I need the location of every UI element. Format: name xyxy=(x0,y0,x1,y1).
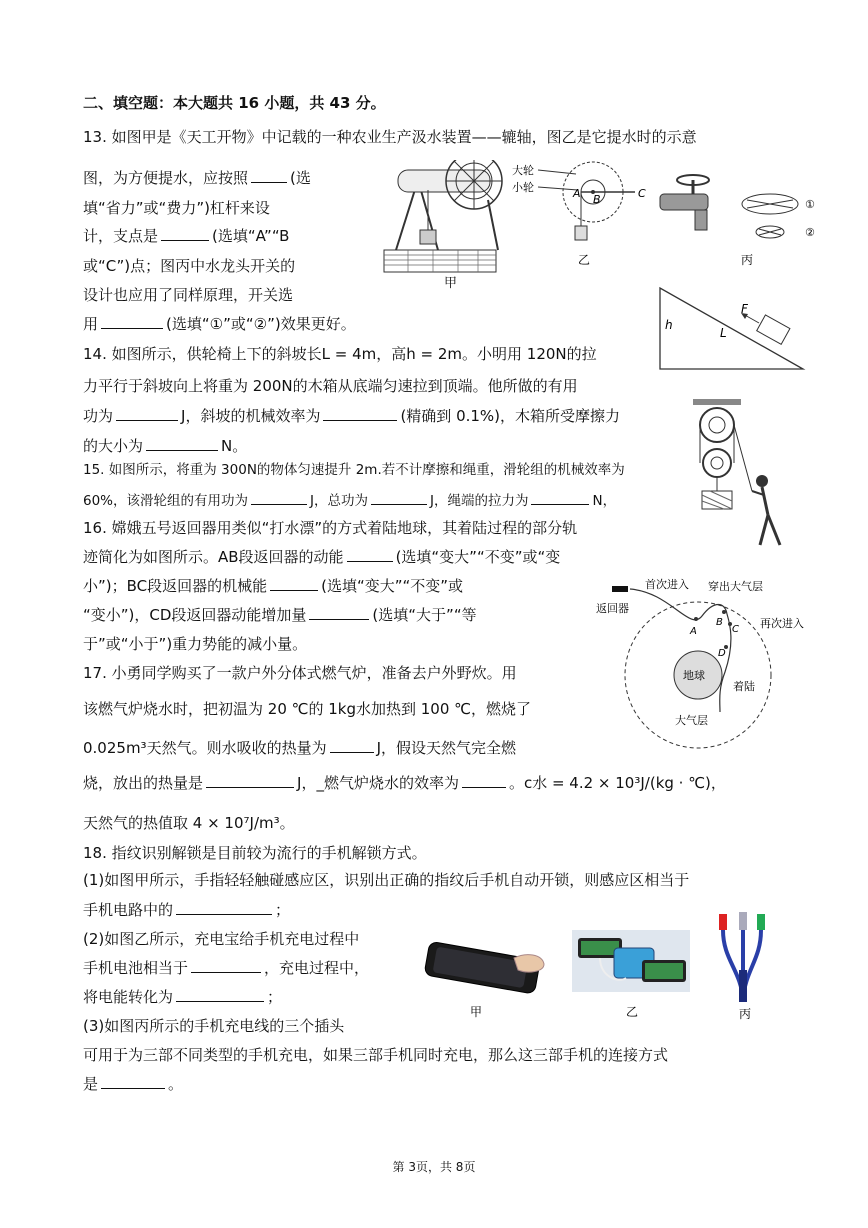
answer-blank[interactable] xyxy=(270,576,318,591)
q15-line2 xyxy=(83,490,616,511)
q13-line4 xyxy=(83,226,289,246)
answer-blank[interactable] xyxy=(191,958,261,973)
q18-text: 是 xyxy=(83,1075,99,1093)
reentry-figure xyxy=(590,572,812,752)
answer-blank[interactable] xyxy=(176,900,272,915)
big-wheel-label: 大轮 xyxy=(512,164,534,177)
q13-line7 xyxy=(83,314,356,334)
q14-line1: 14. 如图所示，供轮椅上下的斜坡长L = 4m，高h = 2m。小明用 120N的拉 xyxy=(83,345,597,363)
q16-text: “变小”)，CD段返回器动能增加量 xyxy=(83,606,307,624)
q13-text: 计，支点是 xyxy=(83,227,159,245)
q14-text: J，斜坡的机械效率为 xyxy=(181,407,321,425)
q18-line5 xyxy=(83,958,369,978)
fig-label-yi: 乙 xyxy=(578,253,591,267)
q13-text: (选填“①”或“②”)效果更好。 xyxy=(166,315,356,333)
answer-blank[interactable] xyxy=(251,168,287,183)
phone-fingerprint-figure xyxy=(418,928,548,1023)
q18-line8: 可用于为三部不同类型的手机充电，如果三部手机同时充电，那么这三部手机的连接方式 xyxy=(83,1046,669,1064)
q17-line1: 17. 小勇同学购买了一款户外分体式燃气炉，准备去户外野炊。用 xyxy=(83,664,517,682)
answer-blank[interactable] xyxy=(323,406,397,421)
q17-line3 xyxy=(83,738,516,758)
answer-blank[interactable] xyxy=(347,547,393,562)
point-B-label: B xyxy=(593,193,601,206)
q17-line4 xyxy=(83,773,726,793)
q14-text: (精确到 0.1%)，木箱所受摩擦力 xyxy=(400,407,621,425)
power-bank-figure xyxy=(570,928,692,1023)
page-footer: 第 3页，共 8页 xyxy=(392,1160,476,1174)
answer-blank[interactable] xyxy=(531,490,589,505)
point-C-label: C xyxy=(638,187,646,200)
pulley-figure xyxy=(688,395,800,550)
q18-line1: 18. 指纹识别解锁是目前较为流行的手机解锁方式。 xyxy=(83,844,427,862)
q18-text: ； xyxy=(267,988,283,1006)
q18-text: ，充电过程中， xyxy=(264,959,370,977)
q16-text: (选填“大于”“等 xyxy=(372,606,477,624)
q18-line2: (1)如图甲所示，手指轻轻触碰感应区，识别出正确的指纹后手机自动开锁，则感应区相当于 xyxy=(83,871,690,889)
answer-blank[interactable] xyxy=(309,605,369,620)
faucet-figure xyxy=(655,170,830,270)
small-wheel-label: 小轮 xyxy=(512,181,534,194)
q13-line5: 或“C”)点；图丙中水龙头开关的 xyxy=(83,257,296,275)
length-L-label: L xyxy=(720,326,727,340)
answer-blank[interactable] xyxy=(161,226,209,241)
q13-line3: 填“省力”或“费力”)杠杆来设 xyxy=(83,199,270,217)
answer-blank[interactable] xyxy=(146,436,218,451)
q18-line3 xyxy=(83,900,290,920)
q18-text: 将电能转化为 xyxy=(83,988,174,1006)
fig-label-bing: 丙 xyxy=(741,253,754,267)
q16-text: (选填“变大”“不变”或“变 xyxy=(395,548,561,566)
fig-label-bing: 丙 xyxy=(739,1007,752,1021)
fig-label-yi: 乙 xyxy=(626,1005,639,1019)
q18-text: ； xyxy=(275,901,291,919)
q15-text: J，绳端的拉力为 xyxy=(430,493,529,509)
q18-text: 手机电路中的 xyxy=(83,901,174,919)
fig-label-jia: 甲 xyxy=(444,276,458,291)
incline-figure xyxy=(655,283,810,375)
point-C-label: C xyxy=(732,624,739,635)
q13-line6: 设计也应用了同样原理，开关选 xyxy=(83,286,294,304)
q13-text: 图，为方便提水，应按照 xyxy=(83,169,249,187)
option-1-label: ① xyxy=(805,198,815,211)
capsule-label: 返回器 xyxy=(596,602,629,615)
point-A-label: A xyxy=(690,626,697,637)
earth-label: 地球 xyxy=(683,669,705,682)
q18-line6 xyxy=(83,987,282,1007)
q16-line2 xyxy=(83,547,560,567)
q16-text: 小”)；BC段返回器的机械能 xyxy=(83,577,268,595)
exit-label: 穿出大气层 xyxy=(708,580,763,593)
answer-blank[interactable] xyxy=(116,406,178,421)
height-h-label: h xyxy=(665,318,673,332)
q14-line3 xyxy=(83,406,620,426)
q16-line1: 16. 嫦娥五号返回器用类似“打水漂”的方式着陆地球，其着陆过程的部分轨 xyxy=(83,519,578,537)
answer-blank[interactable] xyxy=(101,1074,165,1089)
answer-blank[interactable] xyxy=(330,738,374,753)
q17-text: 0.025m³天然气。则水吸收的热量为 xyxy=(83,739,327,757)
wheel-axle-figure xyxy=(498,160,658,270)
point-D-label: D xyxy=(718,648,726,659)
atmosphere-label: 大气层 xyxy=(675,714,708,727)
answer-blank[interactable] xyxy=(206,773,294,788)
q17-line2: 该燃气炉烧水时，把初温为 20 ℃的 1kg水加热到 100 ℃，燃烧了 xyxy=(83,700,532,718)
q13-text: (选 xyxy=(290,169,311,187)
option-2-label: ② xyxy=(805,226,815,239)
q18-line7: (3)如图丙所示的手机充电线的三个插头 xyxy=(83,1017,345,1035)
q15-text: N， xyxy=(592,493,617,509)
q15-text: 60%，该滑轮组的有用功为 xyxy=(83,493,249,509)
answer-blank[interactable] xyxy=(462,773,506,788)
q17-text: 烧，放出的热量是 xyxy=(83,774,204,792)
answer-blank[interactable] xyxy=(251,490,307,505)
q17-text: 。c水 = 4.2 × 10³J/(kg · ℃)， xyxy=(508,774,726,792)
q13-text: 用 xyxy=(83,315,99,333)
answer-blank[interactable] xyxy=(371,490,427,505)
landing-label: 着陆 xyxy=(733,680,755,693)
answer-blank[interactable] xyxy=(176,987,264,1002)
q13-line2 xyxy=(83,168,311,188)
fig-label-jia: 甲 xyxy=(470,1005,483,1019)
q14-text: 的大小为 xyxy=(83,437,144,455)
q14-line4 xyxy=(83,436,247,456)
q16-line4 xyxy=(83,605,477,625)
point-A-label: A xyxy=(573,187,581,200)
q18-text: 。 xyxy=(168,1075,184,1093)
section-header: 二、填空题：本大题共 16 小题，共 43 分。 xyxy=(83,94,386,112)
q16-line5: 于”或“小于”)重力势能的减小量。 xyxy=(83,635,308,653)
q15-text: J，总功为 xyxy=(310,493,368,509)
q17-text: J，_燃气炉烧水的效率为 xyxy=(297,774,459,792)
q16-line3 xyxy=(83,576,463,596)
q13-line1: 13. 如图甲是《天工开物》中记载的一种农业生产汲水装置——辘轴，图乙是它提水时的示意 xyxy=(83,128,697,146)
q14-text: N。 xyxy=(221,437,248,455)
charging-cable-figure xyxy=(713,910,773,1025)
q16-text: 迹简化为如图所示。AB段返回器的动能 xyxy=(83,548,344,566)
q13-text: (选填“A”“B xyxy=(212,227,290,245)
q17-line5: 天然气的热值取 4 × 10⁷J/m³。 xyxy=(83,814,295,832)
first-entry-label: 首次进入 xyxy=(645,578,689,591)
q14-line2: 力平行于斜坡向上将重为 200N的木箱从底端匀速拉到顶端。他所做的有用 xyxy=(83,377,578,395)
q18-text: 手机电池相当于 xyxy=(83,959,189,977)
q15-line1: 15. 如图所示，将重为 300N的物体匀速提升 2m.若不计摩擦和绳重，滑轮组的机械效率为 xyxy=(83,462,625,478)
force-F-label: F xyxy=(741,302,748,316)
q17-text: J，假设天然气完全燃 xyxy=(376,739,517,757)
q16-text: (选填“变大”“不变”或 xyxy=(321,577,464,595)
q14-text: 功为 xyxy=(83,407,114,425)
q18-line9 xyxy=(83,1074,183,1094)
q18-line4: (2)如图乙所示，充电宝给手机充电过程中 xyxy=(83,930,360,948)
answer-blank[interactable] xyxy=(101,314,163,329)
reentry-label: 再次进入 xyxy=(760,617,804,630)
point-B-label: B xyxy=(716,617,723,628)
